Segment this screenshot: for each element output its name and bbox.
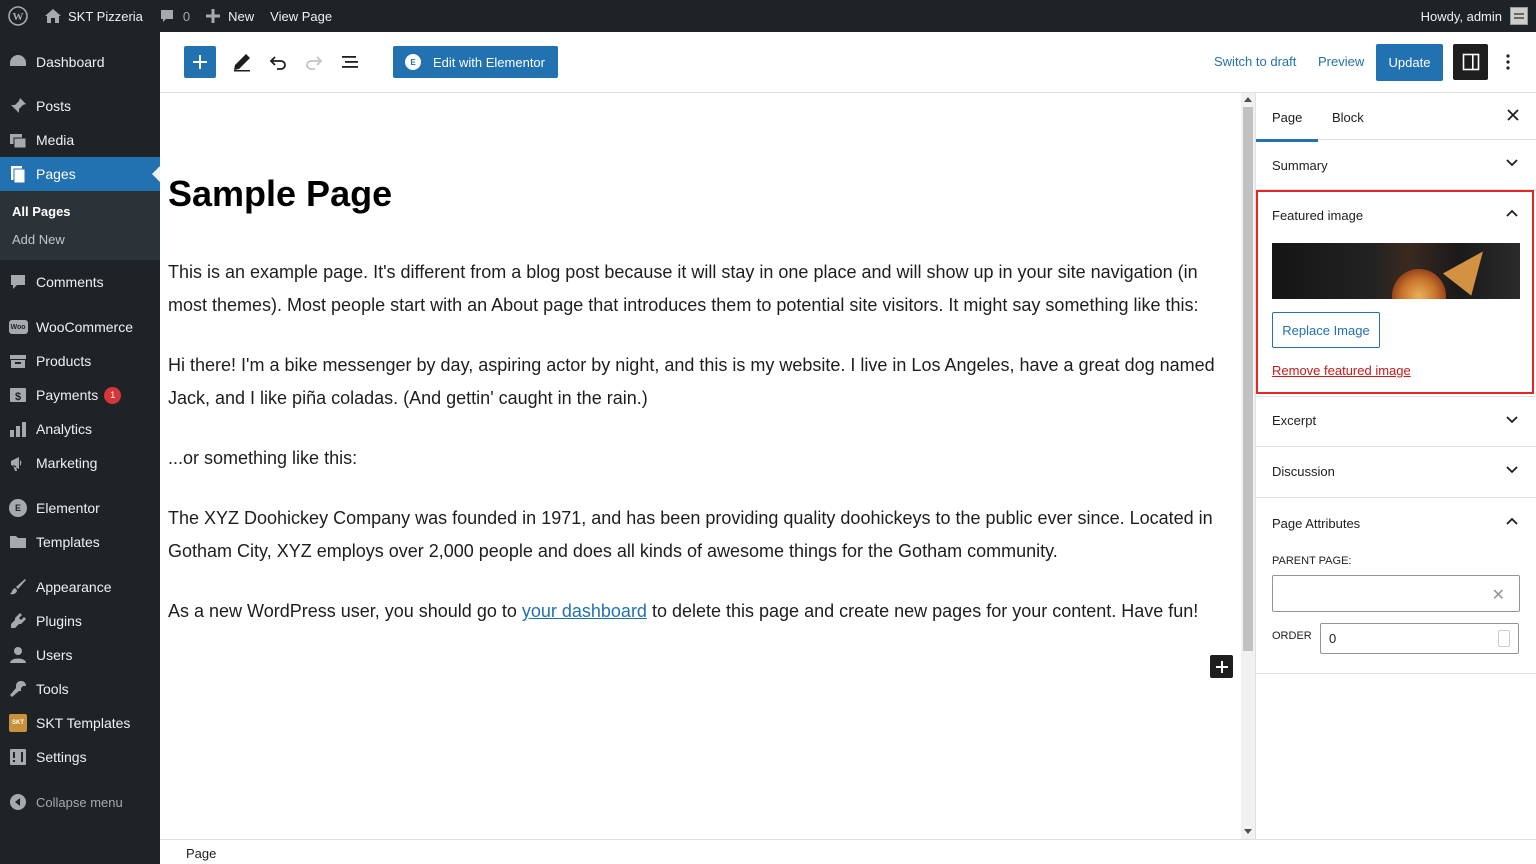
close-panel-button[interactable] <box>1506 108 1520 125</box>
comment-bubble-icon <box>159 8 175 24</box>
clear-x-icon[interactable]: ✕ <box>1491 587 1505 604</box>
sidebar-panel-icon <box>1462 53 1480 71</box>
archive-box-icon <box>8 351 28 371</box>
editor-footer <box>160 839 1536 864</box>
paragraph-text: As a new WordPress user, you should go to <box>168 601 522 621</box>
sidebar-item-plugins[interactable] <box>0 604 160 638</box>
order-number-input[interactable] <box>1320 623 1519 654</box>
sidebar-item-label: SKT Templates <box>36 715 131 731</box>
chevron-down-icon <box>1506 159 1518 167</box>
panel-tabs <box>1256 93 1536 140</box>
sidebar-item-comments[interactable] <box>0 265 160 299</box>
sidebar-item-label: Posts <box>36 98 72 114</box>
view-page-link[interactable] <box>262 0 340 32</box>
site-name-link[interactable] <box>36 0 151 32</box>
sidebar-item-label: Settings <box>36 749 87 765</box>
plus-icon <box>192 54 208 70</box>
sidebar-item-analytics[interactable] <box>0 412 160 446</box>
remove-featured-image-link[interactable]: Remove featured image <box>1272 363 1411 378</box>
woo-icon-text: Woo <box>9 320 28 334</box>
sidebar-item-label: Payments <box>36 387 99 403</box>
editor-canvas[interactable] <box>160 93 1241 839</box>
sidebar-item-label: Tools <box>36 681 69 697</box>
excerpt-heading: Excerpt <box>1272 413 1317 428</box>
edit-with-elementor-label: Edit with Elementor <box>433 54 545 70</box>
block-inserter-toggle[interactable] <box>184 46 216 78</box>
svg-text:$: $ <box>14 391 22 403</box>
redo-icon <box>304 52 324 72</box>
admin-sidebar <box>0 32 160 864</box>
paragraph-block[interactable]: The XYZ Doohickey Company was founded in 1971, and has been providing quality doohickeys to the public ever since. Located in Gotham City, XYZ employs over 2,000 people and does all kinds of awesome things for the Gotham community. <box>168 508 1213 561</box>
sidebar-item-posts[interactable] <box>0 89 160 123</box>
wordpress-logo-icon[interactable] <box>0 0 36 32</box>
sidebar-item-templates[interactable] <box>0 525 160 559</box>
content-scrollbar[interactable] <box>1241 93 1255 839</box>
featured-image-thumbnail[interactable] <box>1272 243 1520 299</box>
featured-image-heading[interactable]: Featured image <box>1272 208 1364 223</box>
edit-with-elementor-button[interactable] <box>393 46 558 78</box>
paragraph-block[interactable]: Hi there! I'm a bike messenger by day, aspiring actor by night, and this is my website. I live in Los Angeles, have a great dog named Jack, and I like piña coladas. (And gettin' caught in the rain.) <box>168 355 1215 408</box>
sidebar-item-label: Plugins <box>36 613 82 629</box>
chevron-down-icon <box>1506 416 1518 424</box>
featured-image-panel <box>1256 190 1536 397</box>
submenu-add-new[interactable]: Add New <box>12 232 65 247</box>
sidebar-item-label: Products <box>36 353 92 369</box>
sidebar-item-label: Appearance <box>36 579 112 595</box>
summary-heading: Summary <box>1272 158 1328 173</box>
document-overview-button[interactable] <box>336 48 364 76</box>
excerpt-panel[interactable] <box>1256 397 1536 447</box>
sidebar-item-dashboard[interactable] <box>0 45 160 79</box>
collapse-menu-label: Collapse menu <box>36 794 123 810</box>
plus-icon <box>206 9 220 23</box>
undo-button[interactable] <box>264 48 292 76</box>
discussion-panel[interactable] <box>1256 447 1536 498</box>
chevron-down-icon <box>1506 466 1518 474</box>
sidebar-item-label: WooCommerce <box>36 319 133 335</box>
submenu-all-pages[interactable]: All Pages <box>12 204 71 219</box>
pages-submenu <box>0 191 160 260</box>
sidebar-item-settings[interactable] <box>0 740 160 774</box>
replace-image-button[interactable]: Replace Image <box>1272 312 1380 348</box>
collapse-arrow-icon <box>8 792 28 812</box>
order-value: 0 <box>1329 631 1337 646</box>
svg-text:W: W <box>12 11 24 23</box>
order-label: ORDER <box>1272 630 1312 642</box>
tools-button[interactable] <box>228 48 256 76</box>
pages-icon <box>8 164 28 184</box>
sidebar-item-payments[interactable] <box>0 378 160 412</box>
woocommerce-icon <box>8 317 28 337</box>
close-icon <box>1506 108 1520 122</box>
sidebar-item-appearance[interactable] <box>0 570 160 604</box>
pizza-image <box>1392 269 1446 299</box>
paintbrush-icon <box>8 577 28 597</box>
chevron-up-icon[interactable] <box>1506 517 1518 525</box>
scrollbar-thumb[interactable] <box>1243 107 1253 651</box>
sidebar-item-label: Marketing <box>36 455 98 471</box>
settings-sliders-icon <box>8 747 28 767</box>
comment-bubble-icon <box>8 272 28 292</box>
payments-count-badge: 1 <box>104 387 121 404</box>
scroll-down-arrow[interactable] <box>1244 829 1252 834</box>
pencil-icon <box>232 52 252 72</box>
sidebar-item-label: Comments <box>36 274 104 290</box>
scroll-up-arrow[interactable] <box>1244 97 1252 102</box>
skt-templates-icon <box>8 713 28 733</box>
sidebar-item-users[interactable] <box>0 638 160 672</box>
media-camera-icon <box>8 130 28 150</box>
sidebar-item-elementor[interactable] <box>0 491 160 525</box>
paragraph-block[interactable]: ...or something like this: <box>168 448 358 468</box>
editor-header <box>160 32 1536 93</box>
new-content-link[interactable] <box>198 0 262 32</box>
discussion-heading: Discussion <box>1272 464 1335 479</box>
new-label: New <box>228 8 255 24</box>
my-account[interactable] <box>1421 7 1536 25</box>
your-dashboard-link[interactable]: your dashboard <box>521 601 647 621</box>
sidebar-item-label: Dashboard <box>36 54 105 70</box>
pushpin-icon <box>8 96 28 116</box>
list-view-icon <box>340 52 360 72</box>
summary-panel[interactable] <box>1256 140 1536 190</box>
tab-page[interactable]: Page <box>1272 110 1303 125</box>
sidebar-item-label: Media <box>36 132 75 148</box>
comments-link[interactable] <box>151 0 198 32</box>
undo-icon <box>268 52 288 72</box>
collapse-menu-button[interactable] <box>0 785 160 819</box>
vertical-ellipsis-icon <box>1506 54 1510 70</box>
bar-chart-icon <box>8 419 28 439</box>
sidebar-item-tools[interactable] <box>0 672 160 706</box>
elementor-icon: E <box>8 498 28 518</box>
skt-icon-text: SKT <box>9 714 27 732</box>
plug-icon <box>8 611 28 631</box>
parent-page-combobox[interactable] <box>1272 575 1520 612</box>
page-attributes-heading[interactable]: Page Attributes <box>1272 516 1361 531</box>
update-button[interactable]: Update <box>1376 44 1443 81</box>
sidebar-item-media[interactable] <box>0 123 160 157</box>
redo-button[interactable] <box>300 48 328 76</box>
switch-to-draft-button[interactable]: Switch to draft <box>1214 54 1297 69</box>
preview-button[interactable]: Preview <box>1318 54 1365 69</box>
options-menu-button[interactable] <box>1498 48 1518 76</box>
settings-panel <box>1255 93 1536 839</box>
paragraph-block[interactable]: This is an example page. It's different from a blog post because it will stay in one place and will show up in your site navigation (in most themes). Most people start with an About page that introduces them to potential site visitors. It might say something like this: <box>168 262 1199 315</box>
sidebar-item-woocommerce[interactable] <box>0 310 160 344</box>
admin-bar <box>0 0 1536 32</box>
site-name-label: SKT Pizzeria <box>68 8 143 24</box>
view-page-label: View Page <box>270 8 333 24</box>
paragraph-text: to delete this page and create new pages for your content. Have fun! <box>646 601 1199 621</box>
sidebar-item-skt-templates[interactable] <box>0 706 160 740</box>
home-icon <box>44 8 62 24</box>
sidebar-item-marketing[interactable] <box>0 446 160 480</box>
megaphone-icon <box>8 453 28 473</box>
page-title[interactable]: Sample Page <box>168 173 393 214</box>
user-icon <box>8 645 28 665</box>
avatar <box>1510 7 1528 25</box>
elementor-icon: E <box>405 54 421 70</box>
plus-icon <box>1216 661 1228 673</box>
comments-count: 0 <box>182 8 191 24</box>
parent-page-label: PARENT PAGE: <box>1272 555 1352 567</box>
sidebar-item-label: Templates <box>36 534 100 550</box>
number-spinner-icon[interactable] <box>1498 630 1510 647</box>
folder-icon <box>8 532 28 552</box>
sidebar-item-pages[interactable] <box>0 157 160 191</box>
chevron-up-icon[interactable] <box>1506 209 1518 217</box>
sidebar-item-label: Analytics <box>36 421 93 437</box>
dollar-icon <box>8 385 28 405</box>
sidebar-item-products[interactable] <box>0 344 160 378</box>
settings-sidebar-toggle[interactable] <box>1453 44 1488 80</box>
tab-block[interactable]: Block <box>1332 110 1364 125</box>
sidebar-item-label: Elementor <box>36 500 100 516</box>
paragraph-block[interactable] <box>168 595 1228 628</box>
sidebar-item-label: Users <box>36 647 73 663</box>
dashboard-gauge-icon <box>8 52 28 72</box>
sidebar-item-label: Pages <box>36 166 76 182</box>
wrench-icon <box>8 679 28 699</box>
breadcrumb[interactable]: Page <box>186 846 217 861</box>
pizza-slice-image <box>1443 243 1497 296</box>
howdy-label: Howdy, admin <box>1420 8 1502 24</box>
add-block-button[interactable] <box>1210 655 1233 678</box>
